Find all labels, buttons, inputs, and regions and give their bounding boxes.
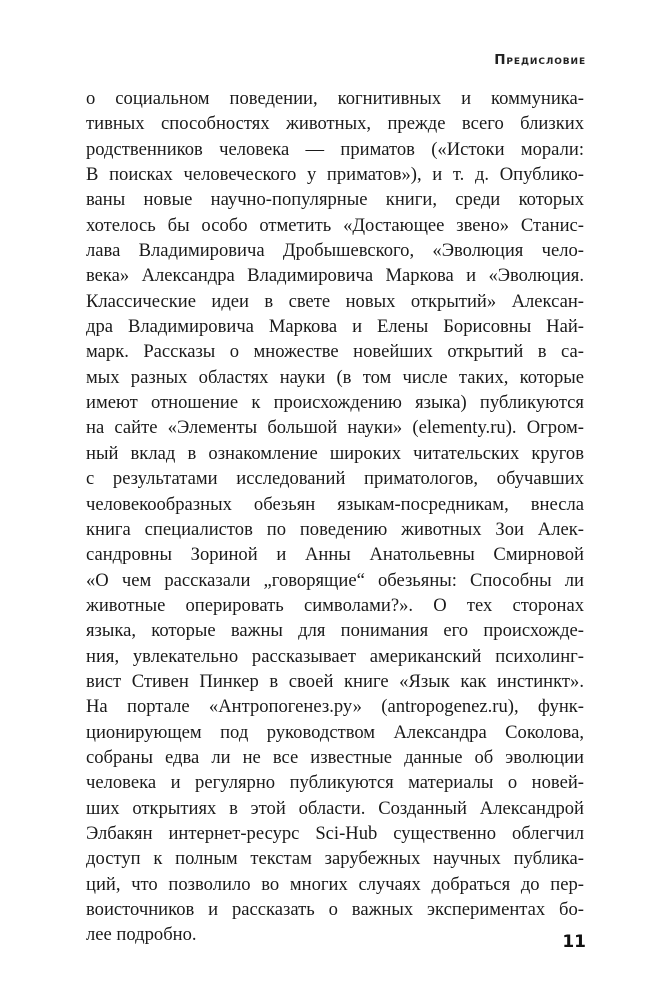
text-line: животные оперировать символами?». О тех сторонах	[86, 594, 584, 616]
text-line: человека и регулярно публикуются материалы о новей-	[86, 772, 584, 794]
text-line: родственников человека — приматов («Истоки морали:	[86, 138, 584, 160]
running-head: Предисловие	[494, 52, 586, 68]
text-line: Классические идеи в свете новых открытий» Алексан-	[86, 290, 584, 312]
text-line: лава Владимировича Дробышевского, «Эволюция чело-	[86, 240, 584, 262]
text-line: мых разных областях науки (в том числе таких, которые	[86, 366, 584, 388]
text-line: о социальном поведении, когнитивных и коммуника-	[86, 88, 584, 109]
text-line: ших открытиях в этой области. Созданный Александрой	[86, 797, 584, 819]
text-line: века» Александра Владимировича Маркова и «Эволюция.	[86, 265, 584, 287]
text-line: воисточников и рассказать о важных экспериментах бо-	[86, 899, 584, 920]
text-line: тивных способностях животных, прежде всего близких	[86, 113, 584, 135]
text-line: ваны новые научно-популярные книги, среди которых	[86, 189, 584, 211]
text-line: ния, увлекательно рассказывает американский психолинг-	[86, 645, 584, 667]
text-line: на сайте «Элементы большой науки» (elementy.ru). Огром-	[86, 417, 584, 439]
text-line: собраны едва ли не все известные данные об эволюции	[86, 746, 584, 768]
body-paragraph	[86, 86, 584, 948]
text-line: хотелось бы особо отметить «Достающее звено» Станис-	[86, 214, 584, 236]
page-number: 11	[562, 932, 586, 952]
text-line: дра Владимировича Маркова и Елены Борисовны Най-	[86, 316, 584, 338]
text-line: человекообразных обезьян языкам-посредникам, внесла	[86, 493, 584, 515]
text-line: лее подробно.	[86, 924, 197, 946]
text-line: марк. Рассказы о множестве новейших открытий в са-	[86, 341, 584, 363]
text-line: Элбакян интернет-ресурс Sci-Hub существенно облегчил	[86, 822, 584, 844]
text-line: ный вклад в ознакомление широких читательских кругов	[86, 442, 584, 464]
text-line: В поисках человеческого у приматов»), и т. д. Опублико-	[86, 164, 584, 186]
text-line: «О чем рассказали „говорящие“ обезьяны: Способны ли	[86, 569, 584, 591]
text-line: с результатами исследований приматологов, обучавших	[86, 468, 584, 490]
text-line: ционирующем под руководством Александра Соколова,	[86, 721, 584, 743]
text-line: языка, которые важны для понимания его происхожде-	[86, 620, 584, 642]
text-line: вист Стивен Пинкер в своей книге «Язык как инстинкт».	[86, 670, 584, 692]
text-line: ций, что позволило во многих случаях добраться до пер-	[86, 873, 584, 895]
text-line: сандровны Зориной и Анны Анатольевны Смирновой	[86, 544, 584, 566]
text-line: доступ к полным текстам зарубежных научных публика-	[86, 848, 584, 870]
text-line: книга специалистов по поведению животных Зои Алек-	[86, 518, 584, 540]
text-line: На портале «Антропогенез.ру» (antropogenez.ru), функ-	[86, 696, 584, 718]
text-line: имеют отношение к происхождению языка) публикуются	[86, 392, 584, 414]
